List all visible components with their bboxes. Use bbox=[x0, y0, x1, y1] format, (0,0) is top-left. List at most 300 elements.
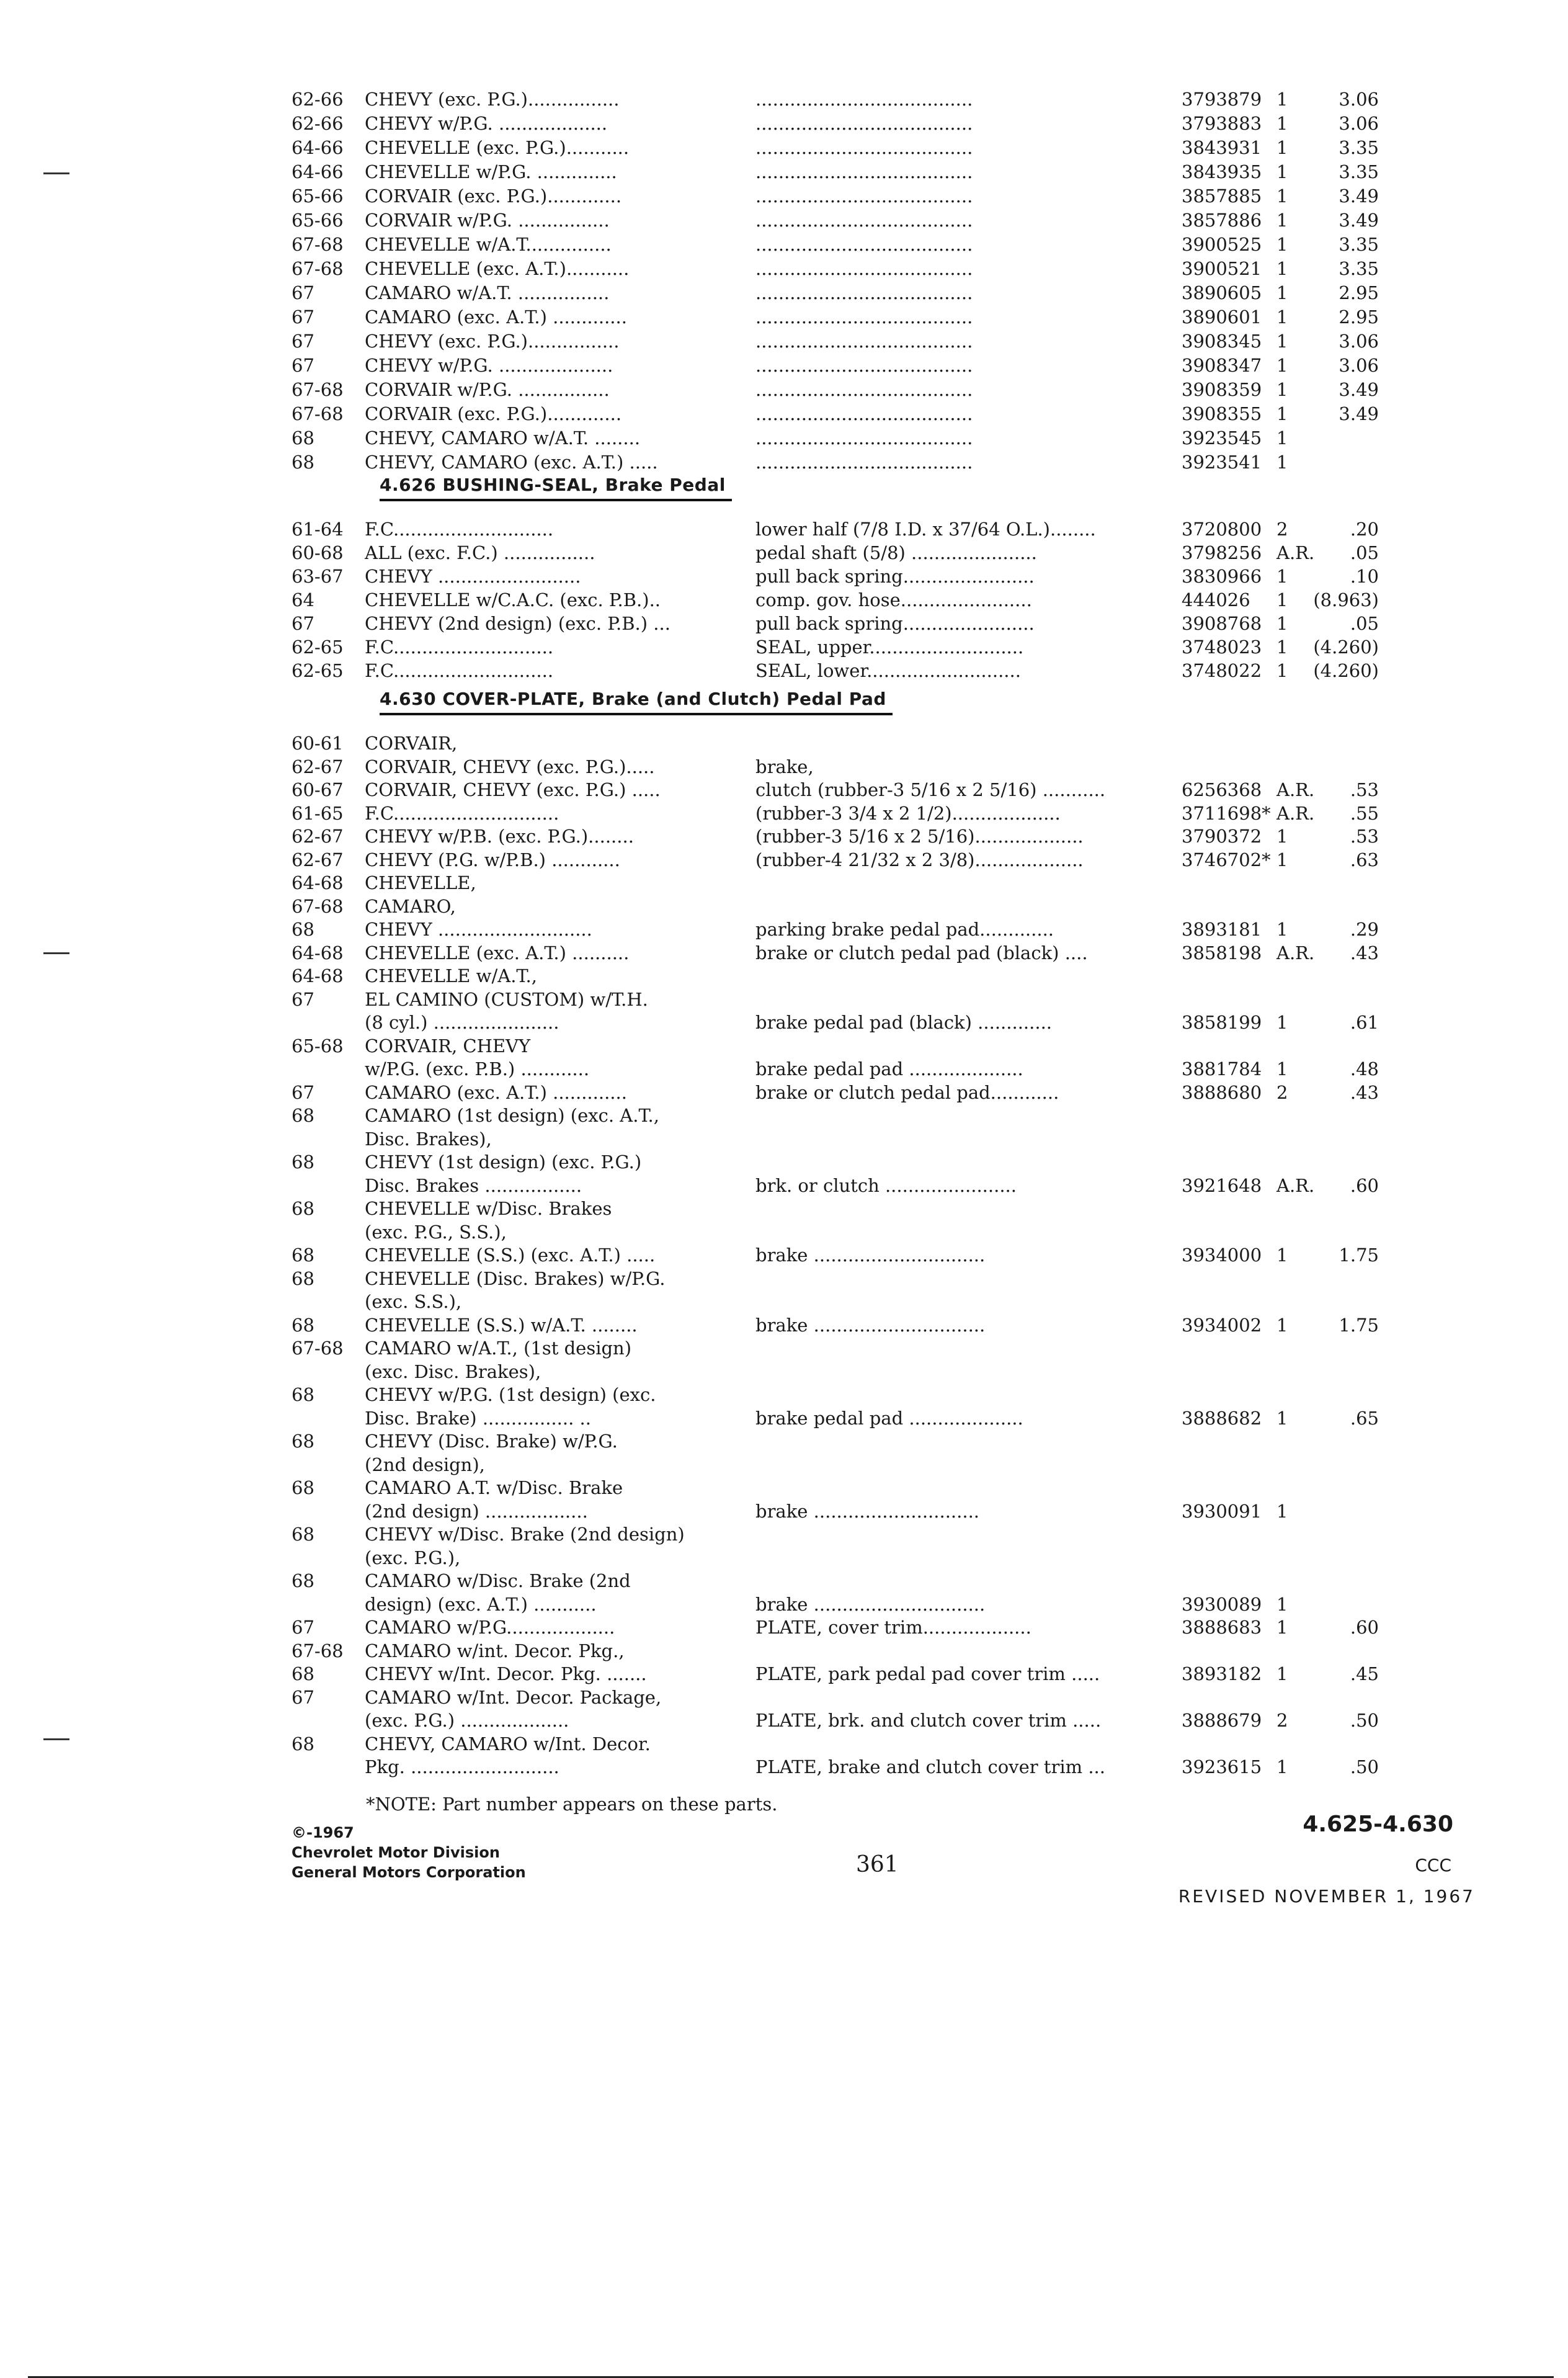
model-name: CORVAIR w/P.G. ................ bbox=[365, 379, 610, 400]
quantity: 1 bbox=[1276, 258, 1288, 279]
model-year: 60-67 bbox=[292, 779, 344, 800]
model-name: CHEVY (2nd design) (exc. P.B.) ... bbox=[365, 613, 670, 634]
price: 3.06 bbox=[1339, 355, 1379, 376]
table-row bbox=[0, 450, 1568, 475]
model-year: 68 bbox=[292, 1245, 314, 1266]
price: 3.49 bbox=[1339, 379, 1379, 400]
table-row bbox=[0, 1452, 1568, 1477]
table-row bbox=[0, 426, 1568, 450]
model-year: 63-67 bbox=[292, 566, 344, 587]
price: .53 bbox=[1350, 826, 1379, 847]
price: .60 bbox=[1350, 1174, 1379, 1196]
part-description: parking brake pedal pad............. bbox=[755, 919, 1054, 940]
quantity: 1 bbox=[1276, 1617, 1288, 1638]
part-number: 3843931 bbox=[1182, 137, 1262, 158]
table-row bbox=[0, 1568, 1568, 1593]
table-row bbox=[0, 917, 1568, 942]
part-description: ...................................... bbox=[755, 234, 973, 255]
price: (4.260) bbox=[1313, 660, 1379, 681]
part-number: 3923545 bbox=[1182, 427, 1262, 449]
part-description: brake .............................. bbox=[755, 1245, 986, 1266]
model-year: 67 bbox=[292, 613, 314, 634]
quantity: 1 bbox=[1276, 331, 1288, 352]
part-number: 3890601 bbox=[1182, 306, 1262, 328]
page-number: 361 bbox=[856, 1852, 899, 1877]
part-description: brake pedal pad .................... bbox=[755, 1407, 1023, 1429]
model-name: (exc. P.G., S.S.), bbox=[365, 1221, 507, 1243]
corporation-name: General Motors Corporation bbox=[292, 1864, 526, 1881]
model-name: CHEVY (exc. P.G.)................ bbox=[365, 331, 620, 352]
price: 3.35 bbox=[1339, 234, 1379, 255]
table-row bbox=[0, 135, 1568, 160]
model-name: CHEVY w/P.G. .................... bbox=[365, 355, 613, 376]
part-number: 3908355 bbox=[1182, 403, 1262, 424]
table-row bbox=[0, 353, 1568, 378]
part-number: 3930089 bbox=[1182, 1593, 1262, 1615]
table-row bbox=[0, 1732, 1568, 1756]
model-year: 68 bbox=[292, 452, 314, 473]
part-description: (rubber-4 21/32 x 2 3/8)................... bbox=[755, 849, 1084, 870]
table-row bbox=[0, 611, 1568, 636]
part-number: 3888679 bbox=[1182, 1710, 1262, 1731]
table-row bbox=[0, 1661, 1568, 1686]
table-row bbox=[0, 401, 1568, 426]
table-row bbox=[0, 894, 1568, 919]
model-year: 62-67 bbox=[292, 756, 344, 777]
table-row bbox=[0, 329, 1568, 354]
model-name: CHEVY, CAMARO w/Int. Decor. bbox=[365, 1733, 651, 1754]
table-row bbox=[0, 1382, 1568, 1407]
model-year: 62-65 bbox=[292, 660, 344, 681]
section-range: 4.625-4.630 bbox=[1303, 1812, 1453, 1837]
model-year: 64-66 bbox=[292, 161, 344, 182]
model-year: 62-66 bbox=[292, 113, 344, 134]
table-row bbox=[0, 658, 1568, 683]
model-year: 67 bbox=[292, 1617, 314, 1638]
part-description: brake or clutch pedal pad............ bbox=[755, 1081, 1059, 1103]
part-number: 3793879 bbox=[1182, 89, 1262, 110]
model-year: 65-66 bbox=[292, 210, 344, 231]
price: (8.963) bbox=[1313, 589, 1379, 610]
model-name: CHEVY, CAMARO w/A.T. ........ bbox=[365, 427, 641, 449]
price: .53 bbox=[1350, 779, 1379, 800]
revision-date: REVISED NOVEMBER 1, 1967 bbox=[1178, 1886, 1475, 1906]
part-description: brake or clutch pedal pad (black) .... bbox=[755, 942, 1088, 963]
model-year: 67 bbox=[292, 331, 314, 352]
model-name: CORVAIR, bbox=[365, 733, 458, 754]
price: .50 bbox=[1350, 1710, 1379, 1731]
part-number: 3908768 bbox=[1182, 613, 1262, 634]
model-year: 68 bbox=[292, 1384, 314, 1405]
quantity: 1 bbox=[1276, 355, 1288, 376]
quantity: 1 bbox=[1276, 1314, 1288, 1336]
model-year: 67-68 bbox=[292, 403, 344, 424]
model-year: 62-65 bbox=[292, 637, 344, 658]
price: 3.35 bbox=[1339, 258, 1379, 279]
part-description: ...................................... bbox=[755, 331, 973, 352]
model-name: CAMARO, bbox=[365, 895, 456, 917]
part-number: 3857885 bbox=[1182, 186, 1262, 207]
part-number: 3746702* bbox=[1182, 849, 1271, 870]
model-name: CHEVY (Disc. Brake) w/P.G. bbox=[365, 1431, 618, 1452]
quantity: 1 bbox=[1276, 566, 1288, 587]
model-name: CHEVY w/P.G. (1st design) (exc. bbox=[365, 1384, 656, 1405]
price: 3.06 bbox=[1339, 89, 1379, 110]
table-row bbox=[0, 941, 1568, 965]
table-row bbox=[0, 1313, 1568, 1338]
quantity: 1 bbox=[1276, 210, 1288, 231]
copyright: ©-1967 bbox=[292, 1824, 354, 1841]
table-row bbox=[0, 847, 1568, 872]
model-year: 67 bbox=[292, 1686, 314, 1708]
table-row bbox=[0, 1173, 1568, 1198]
quantity: 1 bbox=[1276, 1500, 1288, 1522]
part-number: 3720800 bbox=[1182, 519, 1262, 540]
model-name: Pkg. .......................... bbox=[365, 1756, 559, 1777]
part-number: 3930091 bbox=[1182, 1500, 1262, 1522]
quantity: 2 bbox=[1276, 519, 1288, 540]
model-year: 60-61 bbox=[292, 733, 344, 754]
quantity: 1 bbox=[1276, 1058, 1288, 1079]
table-row bbox=[0, 232, 1568, 257]
table-row bbox=[0, 517, 1568, 542]
table-row bbox=[0, 1754, 1568, 1779]
part-description: brake ............................. bbox=[755, 1500, 979, 1522]
table-row bbox=[0, 1196, 1568, 1221]
table-row bbox=[0, 1266, 1568, 1291]
price: .29 bbox=[1350, 919, 1379, 940]
model-year: 67-68 bbox=[292, 379, 344, 400]
model-name: F.C............................. bbox=[365, 802, 559, 824]
model-name: w/P.G. (exc. P.B.) ............ bbox=[365, 1058, 590, 1079]
part-number: 3843935 bbox=[1182, 161, 1262, 182]
table-row bbox=[0, 1010, 1568, 1035]
part-number: 3934000 bbox=[1182, 1245, 1262, 1266]
part-number: 3793883 bbox=[1182, 113, 1262, 134]
table-row bbox=[0, 1685, 1568, 1710]
price: 3.49 bbox=[1339, 210, 1379, 231]
model-name: CHEVY w/Disc. Brake (2nd design) bbox=[365, 1524, 685, 1545]
section-title-4-630: 4.630 COVER-PLATE, Brake (and Clutch) Pedal Pad bbox=[380, 686, 893, 715]
model-year: 62-67 bbox=[292, 849, 344, 870]
table-row bbox=[0, 1545, 1568, 1570]
part-description: PLATE, cover trim................... bbox=[755, 1617, 1031, 1638]
model-year: 68 bbox=[292, 1431, 314, 1452]
part-description: clutch (rubber-3 5/16 x 2 5/16) ........... bbox=[755, 779, 1106, 800]
price: 3.35 bbox=[1339, 137, 1379, 158]
part-description: ...................................... bbox=[755, 137, 973, 158]
model-year: 68 bbox=[292, 919, 314, 940]
part-number: 3908359 bbox=[1182, 379, 1262, 400]
table-row bbox=[0, 1708, 1568, 1733]
part-number: 3748022 bbox=[1182, 660, 1262, 681]
table-row bbox=[0, 1220, 1568, 1245]
quantity: 1 bbox=[1276, 1756, 1288, 1777]
quantity: 1 bbox=[1276, 137, 1288, 158]
table-row bbox=[0, 824, 1568, 849]
part-description: PLATE, brake and clutch cover trim ... bbox=[755, 1756, 1105, 1777]
part-description: brake pedal pad .................... bbox=[755, 1058, 1023, 1079]
model-year: 61-64 bbox=[292, 519, 344, 540]
part-number: 3888683 bbox=[1182, 1617, 1262, 1638]
part-description: ...................................... bbox=[755, 427, 973, 449]
model-year: 67 bbox=[292, 306, 314, 328]
model-name: F.C............................ bbox=[365, 519, 554, 540]
model-name: CAMARO A.T. w/Disc. Brake bbox=[365, 1477, 623, 1498]
price: .05 bbox=[1350, 613, 1379, 634]
quantity: 1 bbox=[1276, 452, 1288, 473]
quantity: A.R. bbox=[1276, 942, 1315, 963]
part-description: ...................................... bbox=[755, 161, 973, 182]
table-row bbox=[0, 564, 1568, 589]
table-row bbox=[0, 1243, 1568, 1267]
model-name: (exc. P.G.), bbox=[365, 1547, 461, 1568]
part-number: 3711698* bbox=[1182, 802, 1271, 824]
part-description: (rubber-3 5/16 x 2 5/16)................... bbox=[755, 826, 1084, 847]
model-name: EL CAMINO (CUSTOM) w/T.H. bbox=[365, 988, 648, 1010]
part-number: 6256368 bbox=[1182, 779, 1262, 800]
model-name: F.C............................ bbox=[365, 660, 554, 681]
table-row bbox=[0, 635, 1568, 659]
model-year: 67 bbox=[292, 355, 314, 376]
table-row bbox=[0, 87, 1568, 112]
model-name: CHEVELLE w/P.G. .............. bbox=[365, 161, 617, 182]
table-row bbox=[0, 588, 1568, 612]
price: 2.95 bbox=[1339, 282, 1379, 303]
quantity: A.R. bbox=[1276, 802, 1315, 824]
part-number: 3908347 bbox=[1182, 355, 1262, 376]
model-name: CHEVY (P.G. w/P.B.) ............ bbox=[365, 849, 620, 870]
part-number: 3888682 bbox=[1182, 1407, 1262, 1429]
price: .05 bbox=[1350, 542, 1379, 563]
table-row bbox=[0, 963, 1568, 988]
model-year: 68 bbox=[292, 1314, 314, 1336]
model-year: 64-68 bbox=[292, 872, 344, 893]
model-name: CHEVY (exc. P.G.)................ bbox=[365, 89, 620, 110]
table-row bbox=[0, 305, 1568, 329]
table-row bbox=[0, 777, 1568, 802]
model-name: CHEVELLE (S.S.) w/A.T. ........ bbox=[365, 1314, 638, 1336]
table-row bbox=[0, 377, 1568, 402]
model-year: 67 bbox=[292, 1081, 314, 1103]
quantity: 1 bbox=[1276, 637, 1288, 658]
model-year: 64 bbox=[292, 589, 314, 610]
part-number: 3858198 bbox=[1182, 942, 1262, 963]
part-description: PLATE, park pedal pad cover trim ..... bbox=[755, 1663, 1100, 1684]
price: .45 bbox=[1350, 1663, 1379, 1684]
part-description: ...................................... bbox=[755, 186, 973, 207]
price: 3.06 bbox=[1339, 331, 1379, 352]
part-description: ...................................... bbox=[755, 210, 973, 231]
model-year: 65-66 bbox=[292, 186, 344, 207]
model-name: CHEVELLE (exc. A.T.) .......... bbox=[365, 942, 630, 963]
price: 3.06 bbox=[1339, 113, 1379, 134]
price: .63 bbox=[1350, 849, 1379, 870]
quantity: 1 bbox=[1276, 379, 1288, 400]
model-year: 62-67 bbox=[292, 826, 344, 847]
model-name: CORVAIR (exc. P.G.)............. bbox=[365, 186, 622, 207]
model-name: CORVAIR, CHEVY (exc. P.G.) ..... bbox=[365, 779, 661, 800]
quantity: 1 bbox=[1276, 234, 1288, 255]
quantity: 1 bbox=[1276, 849, 1288, 870]
model-year: 65-68 bbox=[292, 1035, 344, 1057]
model-name: CHEVY ........................... bbox=[365, 919, 592, 940]
table-row bbox=[0, 184, 1568, 208]
part-number: 3934002 bbox=[1182, 1314, 1262, 1336]
table-row bbox=[0, 801, 1568, 826]
model-name: F.C............................ bbox=[365, 637, 554, 658]
model-name: CORVAIR, CHEVY (exc. P.G.)..... bbox=[365, 756, 655, 777]
model-year: 68 bbox=[292, 427, 314, 449]
part-description: ...................................... bbox=[755, 113, 973, 134]
part-number: 3921648 bbox=[1182, 1174, 1262, 1196]
model-name: design) (exc. A.T.) ........... bbox=[365, 1593, 597, 1615]
table-row bbox=[0, 1057, 1568, 1081]
model-name: CAMARO (1st design) (exc. A.T., bbox=[365, 1105, 659, 1126]
model-name: Disc. Brake) ................ .. bbox=[365, 1407, 591, 1429]
part-description: pedal shaft (5/8) ...................... bbox=[755, 542, 1037, 563]
part-number: 3857886 bbox=[1182, 210, 1262, 231]
model-year: 67-68 bbox=[292, 234, 344, 255]
model-name: Disc. Brakes ................. bbox=[365, 1174, 582, 1196]
quantity: 1 bbox=[1276, 1663, 1288, 1684]
model-name: CHEVELLE (S.S.) (exc. A.T.) ..... bbox=[365, 1245, 656, 1266]
part-number: 444026 bbox=[1182, 589, 1250, 610]
price: .43 bbox=[1350, 942, 1379, 963]
model-name: CHEVY (1st design) (exc. P.G.) bbox=[365, 1151, 642, 1173]
price: 2.95 bbox=[1339, 306, 1379, 328]
model-year: 64-66 bbox=[292, 137, 344, 158]
price: .55 bbox=[1350, 802, 1379, 824]
part-description: (rubber-3 3/4 x 2 1/2)................... bbox=[755, 802, 1061, 824]
part-number: 3888680 bbox=[1182, 1081, 1262, 1103]
model-year: 67-68 bbox=[292, 895, 344, 917]
table-row bbox=[0, 208, 1568, 233]
model-name: CHEVELLE (exc. P.G.)........... bbox=[365, 137, 630, 158]
part-description: ...................................... bbox=[755, 89, 973, 110]
model-name: (2nd design), bbox=[365, 1454, 485, 1475]
model-name: CAMARO (exc. A.T.) ............. bbox=[365, 306, 627, 328]
model-year: 60-68 bbox=[292, 542, 344, 563]
price: .43 bbox=[1350, 1081, 1379, 1103]
table-row bbox=[0, 1475, 1568, 1500]
model-name: CAMARO w/Int. Decor. Package, bbox=[365, 1686, 662, 1708]
quantity: 1 bbox=[1276, 660, 1288, 681]
part-description: pull back spring....................... bbox=[755, 613, 1035, 634]
table-row bbox=[0, 1336, 1568, 1361]
model-name: CHEVELLE (exc. A.T.)........... bbox=[365, 258, 630, 279]
table-row bbox=[0, 1615, 1568, 1640]
model-year: 67 bbox=[292, 282, 314, 303]
model-name: CAMARO w/P.G................... bbox=[365, 1617, 615, 1638]
price: .50 bbox=[1350, 1756, 1379, 1777]
table-row bbox=[0, 870, 1568, 895]
part-description: comp. gov. hose....................... bbox=[755, 589, 1032, 610]
table-row bbox=[0, 1592, 1568, 1617]
part-number: 3923615 bbox=[1182, 1756, 1262, 1777]
table-row bbox=[0, 256, 1568, 281]
table-row bbox=[0, 1359, 1568, 1384]
model-name: CHEVELLE w/C.A.C. (exc. P.B.).. bbox=[365, 589, 661, 610]
quantity: 1 bbox=[1276, 427, 1288, 449]
model-name: (8 cyl.) ...................... bbox=[365, 1012, 559, 1033]
part-description: PLATE, brk. and clutch cover trim ..... bbox=[755, 1710, 1102, 1731]
part-number: 3881784 bbox=[1182, 1058, 1262, 1079]
section-title-4-626: 4.626 BUSHING-SEAL, Brake Pedal bbox=[380, 472, 732, 501]
model-year: 61-65 bbox=[292, 802, 344, 824]
model-name: ALL (exc. F.C.) ................ bbox=[365, 542, 595, 563]
part-description: ...................................... bbox=[755, 306, 973, 328]
part-description: ...................................... bbox=[755, 282, 973, 303]
model-year: 68 bbox=[292, 1733, 314, 1754]
model-name: CHEVY, CAMARO (exc. A.T.) ..... bbox=[365, 452, 658, 473]
catalog-code: CCC bbox=[1415, 1855, 1451, 1875]
part-number: 3748023 bbox=[1182, 637, 1262, 658]
model-year: 64-68 bbox=[292, 942, 344, 963]
model-year: 68 bbox=[292, 1524, 314, 1545]
model-name: CAMARO (exc. A.T.) ............. bbox=[365, 1081, 627, 1103]
model-name: CORVAIR (exc. P.G.)............. bbox=[365, 403, 622, 424]
model-name: CHEVELLE w/A.T., bbox=[365, 965, 537, 986]
quantity: 1 bbox=[1276, 1593, 1288, 1615]
table-row bbox=[0, 1150, 1568, 1174]
quantity: 1 bbox=[1276, 826, 1288, 847]
model-name: Disc. Brakes), bbox=[365, 1128, 492, 1150]
model-name: (exc. S.S.), bbox=[365, 1291, 462, 1312]
quantity: 1 bbox=[1276, 89, 1288, 110]
model-name: CAMARO w/Disc. Brake (2nd bbox=[365, 1570, 631, 1591]
table-row bbox=[0, 1103, 1568, 1128]
part-number: 3830966 bbox=[1182, 566, 1262, 587]
model-name: CORVAIR, CHEVY bbox=[365, 1035, 531, 1057]
model-year: 67-68 bbox=[292, 1640, 344, 1661]
model-name: CHEVELLE (Disc. Brakes) w/P.G. bbox=[365, 1267, 666, 1289]
model-year: 67-68 bbox=[292, 258, 344, 279]
model-name: CAMARO w/int. Decor. Pkg., bbox=[365, 1640, 625, 1661]
price: 3.35 bbox=[1339, 161, 1379, 182]
quantity: 1 bbox=[1276, 1012, 1288, 1033]
part-number: 3798256 bbox=[1182, 542, 1262, 563]
model-name: CHEVELLE, bbox=[365, 872, 476, 893]
table-row bbox=[0, 731, 1568, 756]
part-description: brake .............................. bbox=[755, 1593, 986, 1615]
part-number: 3890605 bbox=[1182, 282, 1262, 303]
table-row bbox=[0, 754, 1568, 779]
model-year: 68 bbox=[292, 1663, 314, 1684]
model-year: 67-68 bbox=[292, 1338, 344, 1359]
quantity: 1 bbox=[1276, 1245, 1288, 1266]
model-name: (exc. Disc. Brakes), bbox=[365, 1361, 541, 1382]
price: .61 bbox=[1350, 1012, 1379, 1033]
quantity: 1 bbox=[1276, 113, 1288, 134]
footnote-text: *NOTE: Part number appears on these parts. bbox=[366, 1794, 778, 1815]
part-number: 3893181 bbox=[1182, 919, 1262, 940]
table-row bbox=[0, 1127, 1568, 1151]
price: 1.75 bbox=[1339, 1314, 1379, 1336]
model-year: 68 bbox=[292, 1151, 314, 1173]
table-row bbox=[0, 1289, 1568, 1314]
quantity: 1 bbox=[1276, 282, 1288, 303]
model-name: CHEVY ......................... bbox=[365, 566, 581, 587]
model-name: CAMARO w/A.T., (1st design) bbox=[365, 1338, 632, 1359]
model-name: CHEVY w/P.G. ................... bbox=[365, 113, 608, 134]
quantity: 1 bbox=[1276, 613, 1288, 634]
table-row bbox=[0, 1499, 1568, 1524]
part-description: brake pedal pad (black) ............. bbox=[755, 1012, 1053, 1033]
quantity: 1 bbox=[1276, 1407, 1288, 1429]
table-row bbox=[0, 111, 1568, 136]
part-description: ...................................... bbox=[755, 452, 973, 473]
